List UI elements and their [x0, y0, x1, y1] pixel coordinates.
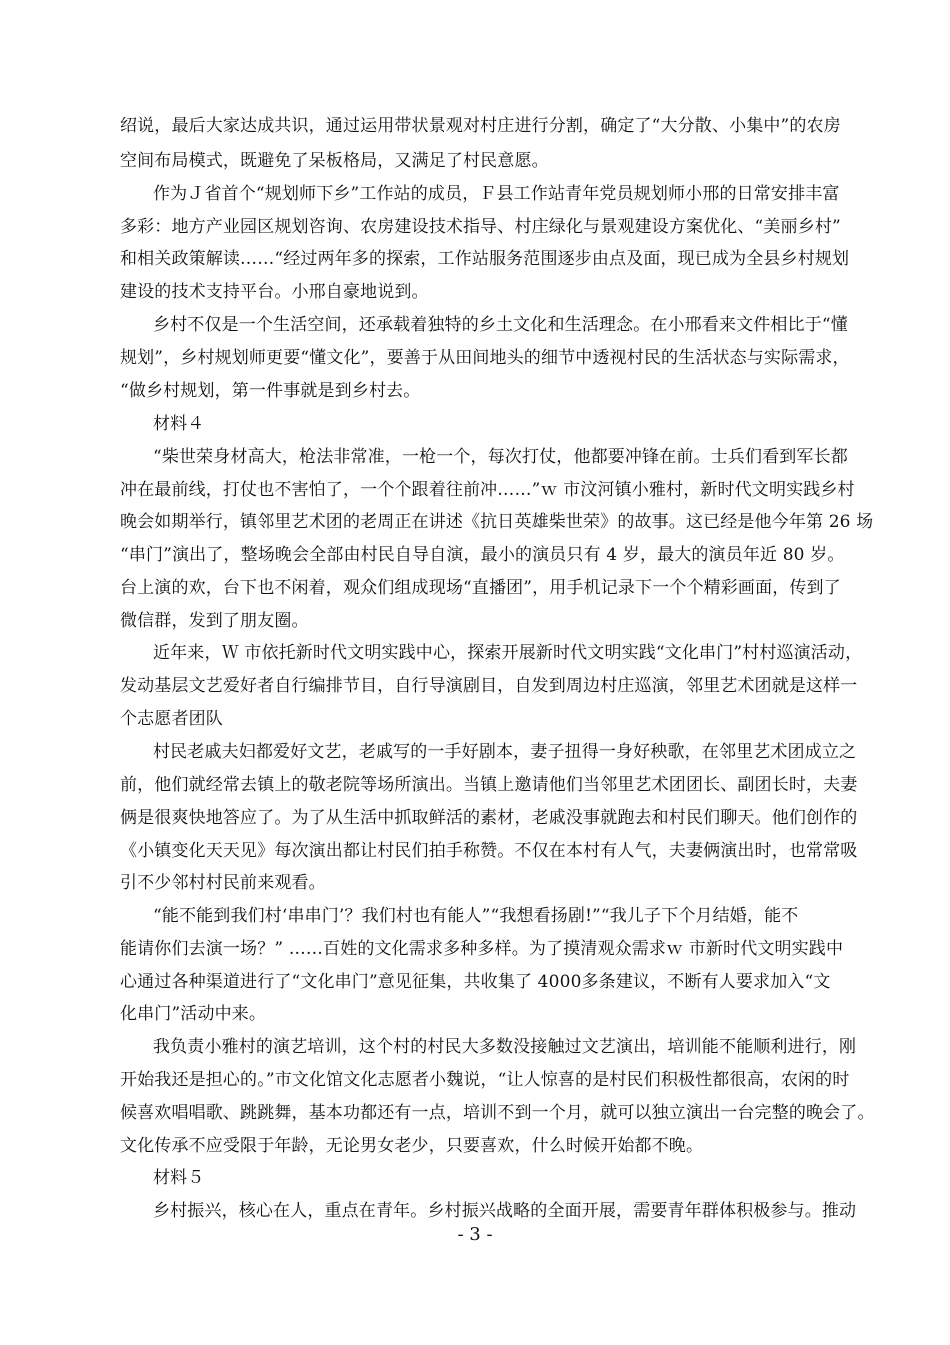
text-line: 候喜欢唱唱歌、跳跳舞，基本功都还有一点，培训不到一个月，就可以独立演出一台完整的晚会了。 [120, 1103, 875, 1123]
text-line: 近年来，Ｗ 市依托新时代文明实践中心，探索开展新时代文明实践“文化串门”村村巡演活动， [153, 643, 863, 663]
text-line: 乡村不仅是一个生活空间，还承载着独特的乡土文化和生活理念。在小邢看来文件相比于“懂 [153, 315, 848, 335]
text-line: 开始我还是担心的。”市文化馆文化志愿者小魏说，“让人惊喜的是村民们积极性都很高，农闲的时 [120, 1070, 850, 1090]
text-line: “柴世荣身材高大，枪法非常准，一枪一个，每次打仗，他都要冲锋在前。士兵们看到军长都 [153, 447, 848, 467]
text-line: 能请你们去演一场？” ……百姓的文化需求多种多样。为了摸清观众需求ｗ 市新时代文明实践中 [120, 939, 844, 959]
text-line: 我负责小雅村的演艺培训，这个村的村民大多数没接触过文艺演出，培训能不能顺利进行，刚 [153, 1037, 857, 1057]
text-line: 多彩：地方产业园区规划咨询、农房建设技术指导、村庄绿化与景观建设方案优化、“美丽乡村” [120, 217, 841, 237]
text-line: 心通过各种渠道进行了“文化串门”意见征集，共收集了 4000多条建议，不断有人要求加入“文 [120, 972, 831, 992]
text-line: 个志愿者团队 [120, 709, 223, 729]
text-line: 作为Ｊ省首个“规划师下乡”工作站的成员，Ｆ县工作站青年党员规划师小邢的日常安排丰富 [153, 184, 840, 204]
text-line: “做乡村规划，第一件事就是到乡村去。 [120, 381, 421, 401]
text-line: 微信群，发到了朋友圈。 [120, 611, 309, 631]
text-line: 发动基层文艺爱好者自行编排节目，自行导演剧目，自发到周边村庄巡演，邻里艺术团就是这样一 [120, 676, 858, 696]
text-line: 化串门”活动中来。 [120, 1004, 267, 1024]
text-line: 文化传承不应受限于年龄，无论男女老少，只要喜欢，什么时候开始都不晚。 [120, 1136, 704, 1156]
text-line: “串门”演出了，整场晚会全部由村民自导自演，最小的演员只有 4 岁，最大的演员年近 80 岁。 [120, 545, 845, 565]
text-line: 台上演的欢，台下也不闲着，观众们组成现场“直播团”，用手机记录下一个个精彩画面，传到了 [120, 578, 841, 598]
text-line: 乡村振兴，核心在人，重点在青年。乡村振兴战略的全面开展，需要青年群体积极参与。推动 [153, 1201, 857, 1221]
text-line: 和相关政策解读……“经过两年多的探索，工作站服务范围逐步由点及面，现已成为全县乡村规划 [120, 249, 850, 269]
page-number: - 3 - [457, 1224, 493, 1245]
text-line: 晚会如期举行，镇邻里艺术团的老周正在讲述《抗日英雄柴世荣》的故事。这已经是他今年第 26 场 [120, 512, 874, 532]
text-line: 建设的技术支持平台。小邢自豪地说到。 [120, 282, 429, 302]
text-line: 冲在最前线，打仗也不害怕了，一个个跟着往前冲……”ｗ 市汶河镇小雅村，新时代文明实践乡村 [120, 480, 855, 500]
text-line: 引不少邻村村民前来观看。 [120, 873, 326, 893]
text-line: 俩是很爽快地答应了。为了从生活中抓取鲜活的素材，老戚没事就跑去和村民们聊天。他们创作的 [120, 808, 858, 828]
text-line: 村民老戚夫妇都爱好文艺，老戚写的一手好剧本，妻子扭得一身好秧歌，在邻里艺术团成立之 [153, 742, 857, 762]
text-line: 空间布局模式，既避免了呆板格局，又满足了村民意愿。 [120, 151, 549, 171]
section-heading: 材料４ [153, 414, 205, 434]
section-heading: 材料５ [153, 1168, 205, 1188]
text-line: 绍说，最后大家达成共识，通过运用带状景观对村庄进行分割，确定了“大分散、小集中”的农房 [120, 116, 841, 136]
text-line: 规划”，乡村规划师更要“懂文化”，要善于从田间地头的细节中透视村民的生活状态与实际需求， [120, 348, 850, 368]
text-line: “能不能到我们村‘串串门’？我们村也有能人”“我想看扬剧!”“我儿子下个月结婚，能不 [153, 906, 799, 926]
text-line: 前，他们就经常去镇上的敬老院等场所演出。当镇上邀请他们当邻里艺术团团长、副团长时，夫妻 [120, 775, 858, 795]
text-line: 《小镇变化天天见》每次演出都让村民们拍手称赞。不仅在本村有人气，夫妻俩演出时，也常常吸 [120, 841, 858, 861]
